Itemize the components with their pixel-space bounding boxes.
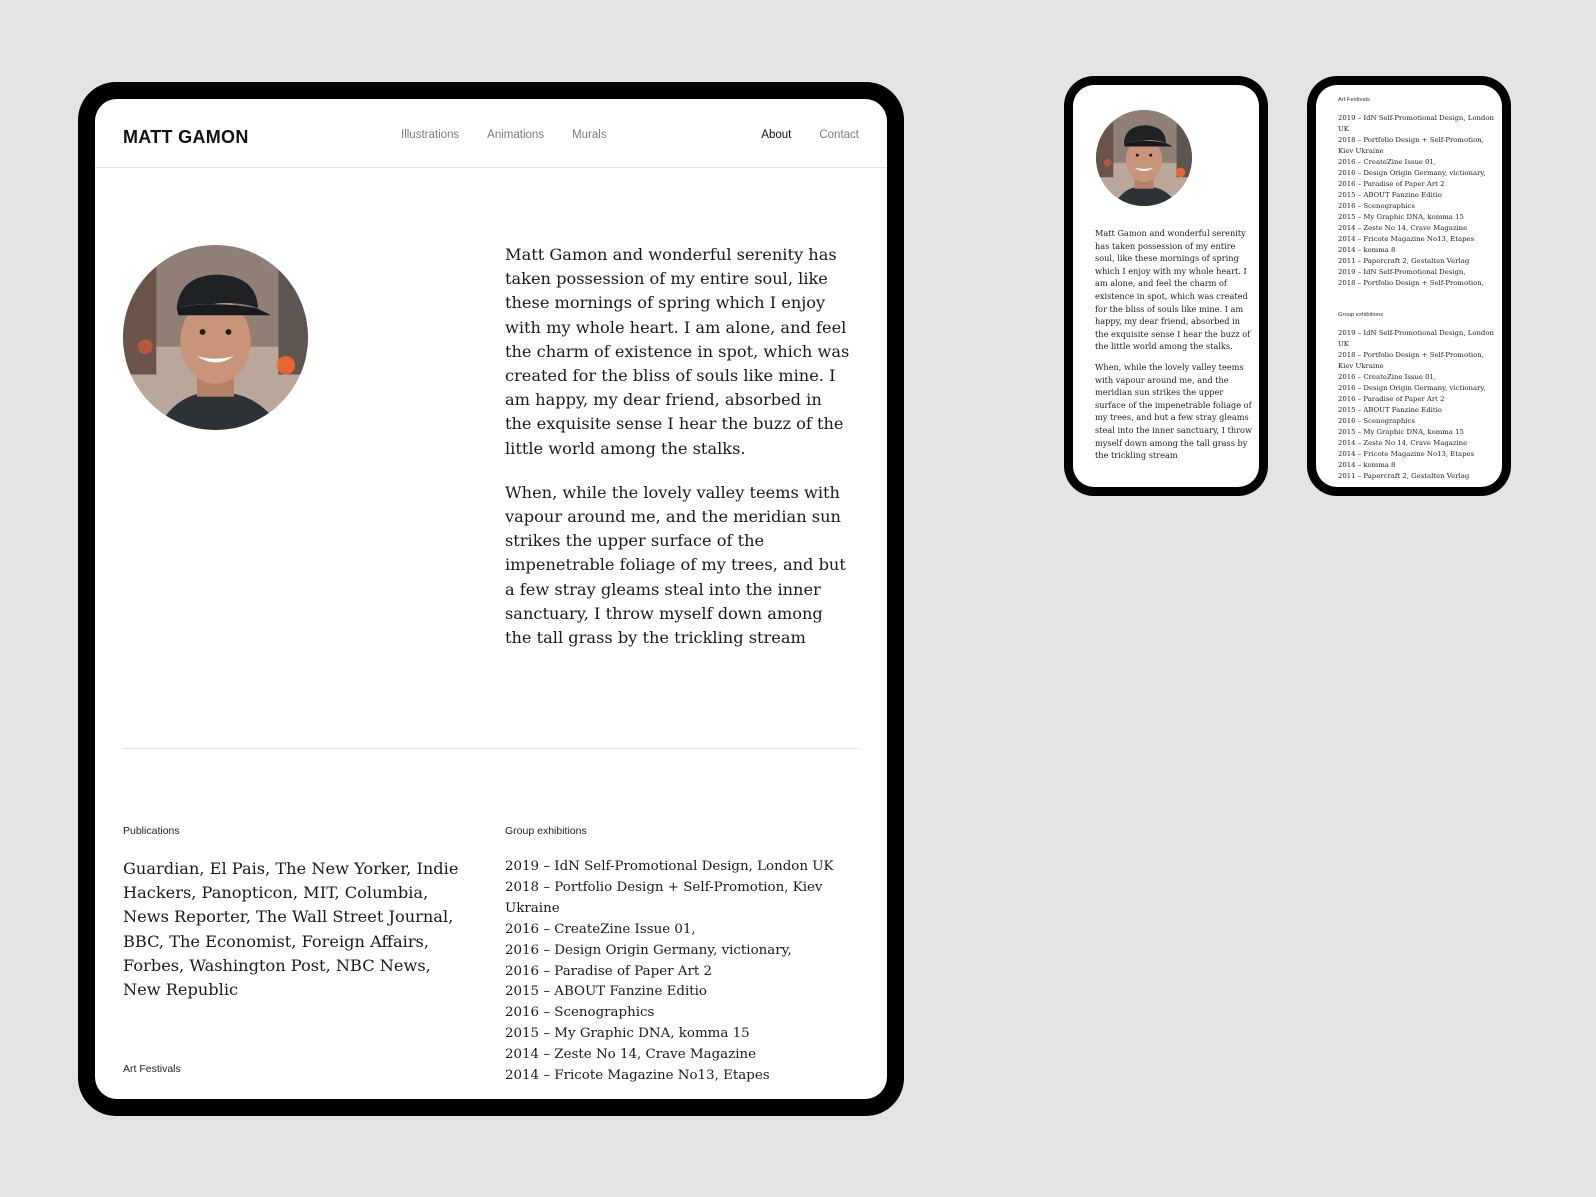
list-item: 2015 – My Graphic DNA, komma 15 bbox=[1338, 428, 1464, 436]
list-item: 2014 – komma 8 bbox=[1338, 461, 1396, 469]
list-item: 2016 – CreateZine Issue 01, bbox=[505, 921, 696, 937]
list-item: 2016 – Scenographics bbox=[1338, 202, 1415, 210]
list-item: 2016 – Design Origin Germany, victionary, bbox=[1338, 384, 1486, 392]
tablet-screen bbox=[95, 99, 887, 1099]
list-item: 2019 – IdN Self-Promotional Design, bbox=[1338, 268, 1466, 276]
list-item: 2014 – Fricote Magazine No13, Etapes bbox=[1338, 235, 1475, 243]
secondary-nav bbox=[761, 129, 859, 141]
group-exhibitions-list bbox=[505, 857, 845, 1087]
about-text bbox=[505, 243, 850, 670]
profile-photo bbox=[123, 245, 308, 430]
list-item: 2019 – IdN Self-Promotional Design, London UK bbox=[505, 859, 834, 874]
list-item: 2015 – ABOUT Fanzine Editio bbox=[505, 984, 707, 1000]
about-text-mobile bbox=[1095, 227, 1255, 470]
group-exhibitions-label: Group exhibitions bbox=[505, 825, 587, 837]
nav-about[interactable]: About bbox=[761, 129, 792, 141]
publications-text: Guardian, El Pais, The New Yorker, Indie Hackers, Panopticon, MIT, Columbia, News Reporter, The Wall Street Journal, BBC, The Economist, Foreign Affairs, Forbes, Washington Post, NBC News, New Republic bbox=[123, 859, 459, 1000]
list-item: 2016 – Paradise of Paper Art 2 bbox=[1338, 180, 1445, 188]
tablet-frame bbox=[78, 82, 904, 1116]
phone-frame-about bbox=[1064, 76, 1268, 496]
nav-murals[interactable]: Murals bbox=[572, 129, 607, 141]
list-item: 2016 – Design Origin Germany, victionary, bbox=[1338, 169, 1486, 177]
list-item: 2018 – Portfolio Design + Self-Promotion, bbox=[1338, 279, 1484, 287]
list-item: 2015 – ABOUT Fanzine Editio bbox=[1338, 406, 1442, 414]
phone-screen-about bbox=[1073, 85, 1259, 487]
profile-photo-mobile bbox=[1096, 110, 1192, 206]
list-item: 2016 – Paradise of Paper Art 2 bbox=[505, 963, 713, 979]
list-item: 2016 – Scenographics bbox=[1338, 417, 1415, 425]
list-item: 2016 – CreateZine Issue 01, bbox=[1338, 158, 1437, 166]
list-item: 2014 – Fricote Magazine No13, Etapes bbox=[1338, 450, 1475, 458]
list-item: 2016 – Paradise of Paper Art 2 bbox=[1338, 395, 1445, 403]
phone-frame-exhibitions bbox=[1307, 76, 1511, 496]
list-item: 2015 – My Graphic DNA, komma 15 bbox=[505, 1026, 750, 1042]
site-header bbox=[95, 99, 887, 168]
list-item: 2011 – Papercraft 2, Gestalten Verlag bbox=[1338, 257, 1470, 265]
list-item: 2014 – Fricote Magazine No13, Etapes bbox=[505, 1068, 770, 1084]
list-item: 2018 – Portfolio Design + Self-Promotion, Kiev Ukraine bbox=[505, 879, 823, 916]
list-item: 2019 – IdN Self-Promotional Design, London UK bbox=[1338, 114, 1494, 133]
list-item: 2014 – Zeste No 14, Crave Magazine bbox=[1338, 224, 1468, 232]
list-item: 2016 – Design Origin Germany, victionary, bbox=[505, 942, 792, 958]
group-exhibitions-list-mobile bbox=[1338, 328, 1498, 482]
art-festivals-label-mobile: Art Festivals bbox=[1338, 97, 1370, 103]
list-item: 2018 – Portfolio Design + Self-Promotion, Kiev Ukraine bbox=[1338, 351, 1484, 370]
list-item: 2016 – CreateZine Issue 01, bbox=[1338, 373, 1437, 381]
section-divider bbox=[123, 748, 859, 749]
nav-contact[interactable]: Contact bbox=[819, 129, 859, 141]
nav-animations[interactable]: Animations bbox=[487, 129, 545, 141]
main-nav bbox=[401, 129, 607, 141]
about-paragraph-1: Matt Gamon and wonderful serenity has taken possession of my entire soul, like these mornings of spring which I enjoy with my whole heart. I am alone, and feel the charm of existence in spot, which was created for the bliss of souls like mine. I am happy, my dear friend, absorbed in the exquisite sense I hear the buzz of the little world among the stalks. bbox=[505, 245, 850, 458]
list-item: 2011 – Papercraft 2, Gestalten Verlag bbox=[1338, 472, 1470, 480]
site-logo[interactable]: MATT GAMON bbox=[123, 127, 249, 147]
phone-screen-exhibitions bbox=[1316, 85, 1502, 487]
list-item: 2016 – Scenographics bbox=[505, 1005, 655, 1021]
list-item: 2019 – IdN Self-Promotional Design, London UK bbox=[1338, 329, 1494, 348]
art-festivals-list-mobile bbox=[1338, 113, 1498, 289]
list-item: 2014 – komma 8 bbox=[1338, 246, 1396, 254]
list-item: 2015 – My Graphic DNA, komma 15 bbox=[1338, 213, 1464, 221]
list-item: 2014 – Zeste No 14, Crave Magazine bbox=[505, 1047, 757, 1063]
list-item: 2014 – Zeste No 14, Crave Magazine bbox=[1338, 439, 1468, 447]
list-item: 2018 – Portfolio Design + Self-Promotion, Kiev Ukraine bbox=[1338, 136, 1484, 155]
publications-label: Publications bbox=[123, 825, 180, 837]
about-paragraph-1-mobile: Matt Gamon and wonderful serenity has taken possession of my entire soul, like these mornings of spring which I enjoy with my whole heart. I am alone, and feel the charm of existence in spot, which was created for the bliss of souls like mine. I am happy, my dear friend, absorbed in the exquisite sense I hear the buzz of the little world among the stalks. bbox=[1095, 228, 1251, 352]
group-exhibitions-label-mobile: Group exhibitions bbox=[1338, 312, 1384, 318]
art-festivals-label: Art Festivals bbox=[123, 1063, 181, 1075]
list-item: 2015 – ABOUT Fanzine Editio bbox=[1338, 191, 1442, 199]
nav-illustrations[interactable]: Illustrations bbox=[401, 129, 460, 141]
about-paragraph-2-mobile: When, while the lovely valley teems with vapour around me, and the meridian sun strikes the upper surface of the impenetrable foliage of my trees, and but a few stray gleams steal into the inner sanctuary, I throw myself down among the tall grass by the trickling stream bbox=[1095, 361, 1252, 461]
about-paragraph-2: When, while the lovely valley teems with vapour around me, and the meridian sun strikes the upper surface of the impenetrable foliage of my trees, and but a few stray gleams steal into the inner sanctuary, I throw myself down among the tall grass by the trickling stream bbox=[505, 482, 846, 648]
